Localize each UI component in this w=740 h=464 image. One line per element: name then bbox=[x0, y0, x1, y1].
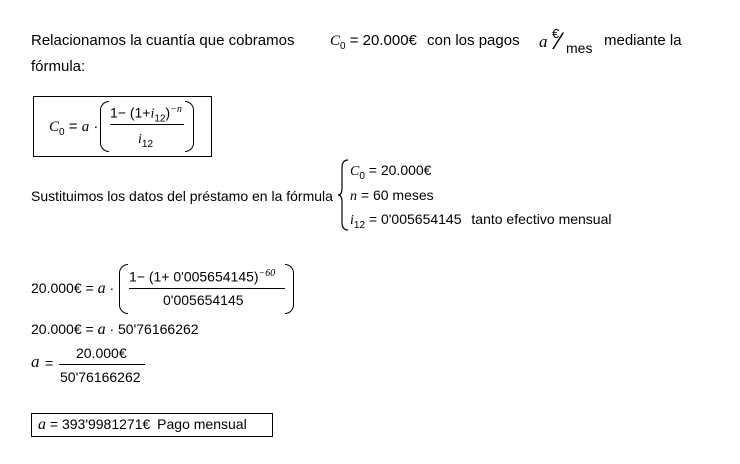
formula-numerator bbox=[110, 104, 182, 124]
formula-denominator bbox=[138, 130, 153, 150]
calc-line2-a: a bbox=[97, 321, 106, 338]
formula-fraction-bar bbox=[110, 124, 184, 125]
c0-value: = 20.000€ bbox=[349, 32, 417, 49]
intro-mid: con los pagos bbox=[427, 32, 520, 49]
unit-denominator: mes bbox=[566, 40, 593, 56]
calc-num-text: 1− (1+ 0'005654145) bbox=[129, 268, 259, 285]
sub-item-n-value: = 60 meses bbox=[360, 187, 434, 203]
formula-lhs-subscript: 0 bbox=[59, 127, 65, 138]
calc-line3-numerator: 20.000€ bbox=[76, 345, 127, 361]
calc-right-paren bbox=[285, 264, 294, 314]
result-label: Pago mensual bbox=[157, 416, 247, 432]
calc-line3-eq: = bbox=[45, 355, 54, 371]
a-symbol: a bbox=[539, 32, 548, 51]
sub-item-n bbox=[350, 187, 434, 205]
calc-left-paren bbox=[119, 264, 128, 314]
calc-eq: = bbox=[85, 280, 94, 296]
unit-slash: ⁄ bbox=[557, 28, 562, 55]
sub-item-i12-note: tanto efectivo mensual bbox=[471, 211, 612, 227]
formula-den-i: i bbox=[138, 132, 142, 147]
calc-line3-a: a bbox=[31, 352, 40, 371]
sub-item-c0 bbox=[350, 162, 431, 182]
result-box bbox=[31, 413, 273, 437]
intro-end: mediante la bbox=[604, 32, 682, 49]
formula-lhs bbox=[49, 118, 98, 138]
sub-item-c0-value: = 20.000€ bbox=[368, 162, 432, 178]
formula-eq: = bbox=[68, 118, 78, 135]
formula-den-i-sub: 12 bbox=[141, 138, 154, 150]
formula-num-post: ) bbox=[165, 104, 171, 121]
formula-num-i-sub: 12 bbox=[154, 113, 166, 125]
sub-item-c0-subscript: 0 bbox=[359, 170, 365, 182]
calc-line2-rest: · 50'76166262 bbox=[109, 321, 199, 337]
sub-item-i12-symbol: i bbox=[350, 213, 354, 228]
formula-num-exp: −n bbox=[170, 104, 182, 115]
calc-a: a bbox=[97, 280, 106, 297]
formula-box bbox=[33, 96, 212, 157]
sub-item-n-symbol: n bbox=[350, 189, 357, 204]
calc-numerator bbox=[129, 268, 275, 285]
unit-numerator: € bbox=[552, 26, 560, 41]
sub-item-i12 bbox=[350, 211, 612, 231]
calc-lhs-value: 20.000€ bbox=[31, 280, 82, 296]
formula-lhs-symbol: C bbox=[49, 119, 60, 135]
formula-num-pre: 1− (1+ bbox=[110, 104, 151, 121]
substitution-label: Sustituimos los datos del préstamo en la fórmula bbox=[31, 188, 333, 204]
calc-line2-lhs: 20.000€ bbox=[31, 321, 82, 337]
formula-a: a bbox=[81, 119, 90, 135]
formula-num-i: i bbox=[150, 106, 155, 122]
unit-expression bbox=[539, 26, 599, 60]
sub-item-i12-value: = 0'005654145 bbox=[368, 211, 462, 227]
substitution-brace bbox=[338, 158, 350, 232]
c0-symbol: C bbox=[330, 33, 341, 49]
result-a: a bbox=[38, 416, 46, 433]
calc-line2 bbox=[31, 321, 199, 339]
formula-right-paren bbox=[185, 101, 194, 152]
calc-line3-denominator: 50'76166262 bbox=[60, 369, 141, 385]
formula-dot: · bbox=[93, 118, 99, 135]
sub-item-c0-symbol: C bbox=[350, 164, 360, 179]
c0-subscript: 0 bbox=[340, 41, 346, 52]
intro-line2: fórmula: bbox=[31, 58, 86, 75]
sub-item-i12-subscript: 12 bbox=[353, 219, 366, 231]
calc-line3-fraction-bar bbox=[59, 364, 145, 365]
calc-denominator: 0'005654145 bbox=[163, 292, 244, 308]
intro-text: Relacionamos la cuantía que cobramos bbox=[31, 32, 295, 49]
intro-line1 bbox=[31, 32, 294, 49]
result-value: = 393'9981271€ bbox=[49, 416, 151, 432]
result-expression bbox=[38, 416, 247, 434]
calc-dot: · bbox=[109, 280, 115, 296]
c0-expression bbox=[330, 32, 417, 52]
calc-num-exp: −60 bbox=[258, 268, 276, 279]
calc-line2-eq: = bbox=[85, 321, 94, 337]
calc-lhs bbox=[31, 280, 114, 298]
calc-fraction-bar bbox=[129, 288, 285, 289]
formula-left-paren bbox=[100, 101, 109, 152]
